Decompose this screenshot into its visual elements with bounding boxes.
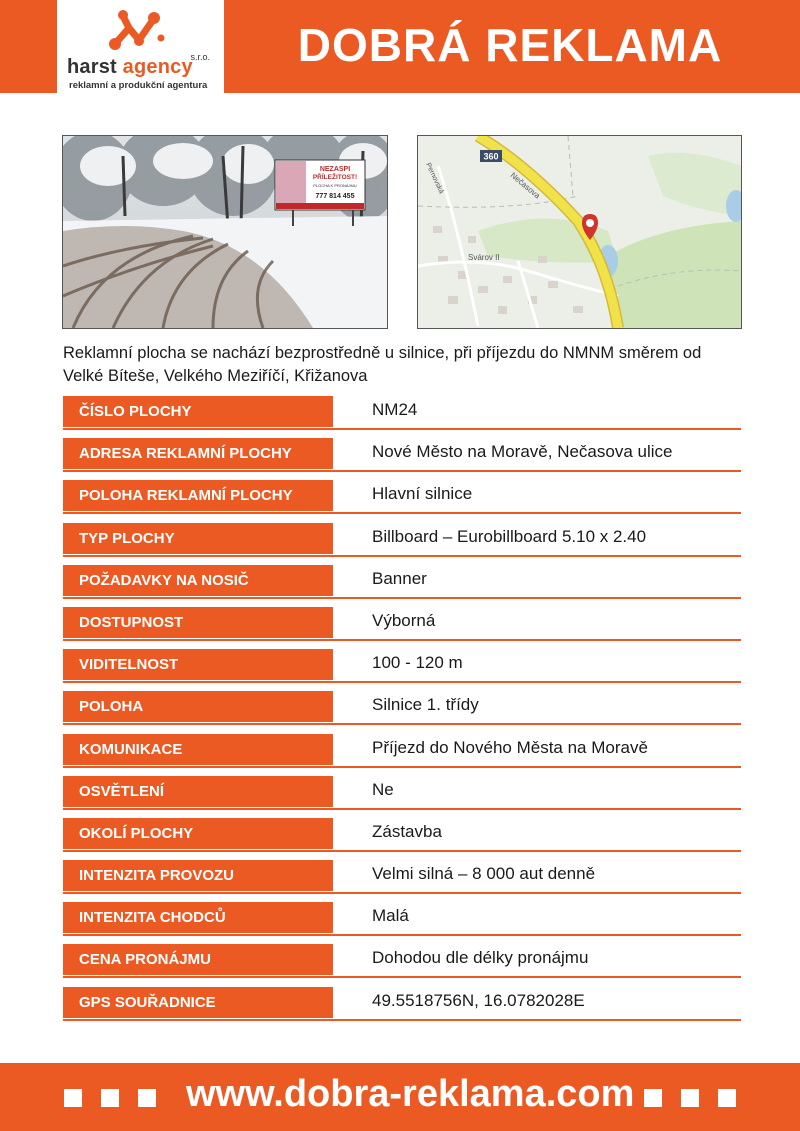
logo-molecule-icon (105, 6, 165, 54)
row-value: Velmi silná – 8 000 aut denně (372, 864, 596, 884)
row-divider (63, 808, 741, 810)
row-label: POLOHA (63, 691, 333, 722)
row-label: CENA PRONÁJMU (63, 944, 333, 975)
row-divider (63, 1019, 741, 1021)
row-value: Malá (372, 906, 409, 926)
logo-wordmark (67, 56, 193, 79)
row-divider (63, 934, 741, 936)
map-street-1: Nečasova (508, 170, 542, 201)
row-label: OSVĚTLENÍ (63, 776, 333, 807)
logo-tagline: reklamní a produkční agentura (69, 80, 208, 91)
row-label: INTENZITA PROVOZU (63, 860, 333, 891)
row-value: NM24 (372, 400, 418, 419)
row-label: DOSTUPNOST (63, 607, 333, 638)
row-value: Příjezd do Nového Města na Moravě (372, 737, 648, 757)
row-divider (63, 766, 741, 768)
row-value: Výborná (372, 610, 436, 630)
row-label: INTENZITA CHODCŮ (63, 902, 333, 933)
row-divider (63, 470, 741, 472)
table-row (63, 564, 741, 606)
table-row (63, 817, 741, 859)
row-divider (63, 555, 741, 557)
row-value: Banner (372, 568, 427, 588)
row-label: KOMUNIKACE (63, 734, 333, 765)
table-row (63, 690, 741, 732)
parameters-table (63, 395, 741, 1028)
row-value: Hlavní silnice (372, 484, 473, 504)
table-row (63, 986, 741, 1028)
logo-name-part2: agency (122, 56, 193, 78)
table-row (63, 775, 741, 817)
row-divider (63, 892, 741, 894)
row-value: Silnice 1. třídy (372, 695, 479, 715)
row-label: GPS SOUŘADNICE (63, 987, 333, 1018)
row-divider (63, 639, 741, 641)
billboard-line2: PŘÍLEŽITOST! (312, 174, 358, 181)
table-row (63, 859, 741, 901)
table-row (63, 901, 741, 943)
row-value: Zástavba (372, 821, 442, 841)
page-title: DOBRÁ REKLAMA (297, 19, 723, 71)
road-shield-label: 360 (483, 151, 499, 162)
table-row (63, 395, 741, 437)
row-divider (63, 512, 741, 514)
row-value: Ne (372, 779, 394, 799)
row-value: Billboard – Eurobillboard 5.10 x 2.40 (372, 526, 647, 546)
billboard-line1: NEZASPI (319, 166, 351, 173)
row-divider (63, 850, 741, 852)
square-bullet-icon (681, 1089, 699, 1107)
footer-banner (0, 1063, 800, 1131)
billboard-phone: 777 814 455 (315, 193, 355, 200)
row-label: VIDITELNOST (63, 649, 333, 680)
billboard-line3: PLOCHA K PRONÁJMU (313, 183, 357, 188)
map-place-label: Svárov II (468, 253, 500, 262)
header-banner (0, 0, 800, 93)
table-row (63, 479, 741, 521)
table-row (63, 522, 741, 564)
website-url[interactable]: www.dobra-reklama.com (186, 1073, 635, 1115)
table-row (63, 733, 741, 775)
map-street-2: Pernovská (424, 161, 445, 195)
logo-name-part1: harst (67, 56, 117, 78)
row-label: ADRESA REKLAMNÍ PLOCHY (63, 438, 333, 469)
row-label: TYP PLOCHY (63, 523, 333, 554)
billboard-photo (62, 135, 388, 329)
row-label: OKOLÍ PLOCHY (63, 818, 333, 849)
row-divider (63, 723, 741, 725)
location-description: Reklamní plocha se nachází bezprostředně u silnice, při příjezdu do NMNM směrem od Velké Bíteše, Velkého Meziříčí, Křižanova (63, 344, 702, 385)
row-divider (63, 597, 741, 599)
square-bullet-icon (138, 1089, 156, 1107)
row-label: POLOHA REKLAMNÍ PLOCHY (63, 480, 333, 511)
square-bullet-icon (64, 1089, 82, 1107)
row-divider (63, 976, 741, 978)
row-value: 49.5518756N, 16.0782028E (372, 990, 585, 1010)
table-row (63, 606, 741, 648)
square-bullet-icon (644, 1089, 662, 1107)
row-divider (63, 428, 741, 430)
table-row (63, 943, 741, 985)
logo-sro: s.r.o. (190, 52, 210, 62)
map-illustration (418, 136, 741, 328)
row-label: POŽADAVKY NA NOSIČ (63, 565, 333, 596)
location-map (417, 135, 742, 329)
row-value: Dohodou dle délky pronájmu (372, 948, 589, 968)
row-value: Nové Město na Moravě, Nečasova ulice (372, 442, 673, 462)
square-bullet-icon (101, 1089, 119, 1107)
table-row (63, 648, 741, 690)
row-divider (63, 681, 741, 683)
row-value: 100 - 120 m (372, 653, 463, 673)
square-bullet-icon (718, 1089, 736, 1107)
snowy-road-illustration (63, 136, 387, 328)
company-logo (57, 0, 224, 93)
table-row (63, 437, 741, 479)
row-label: ČÍSLO PLOCHY (63, 396, 333, 427)
